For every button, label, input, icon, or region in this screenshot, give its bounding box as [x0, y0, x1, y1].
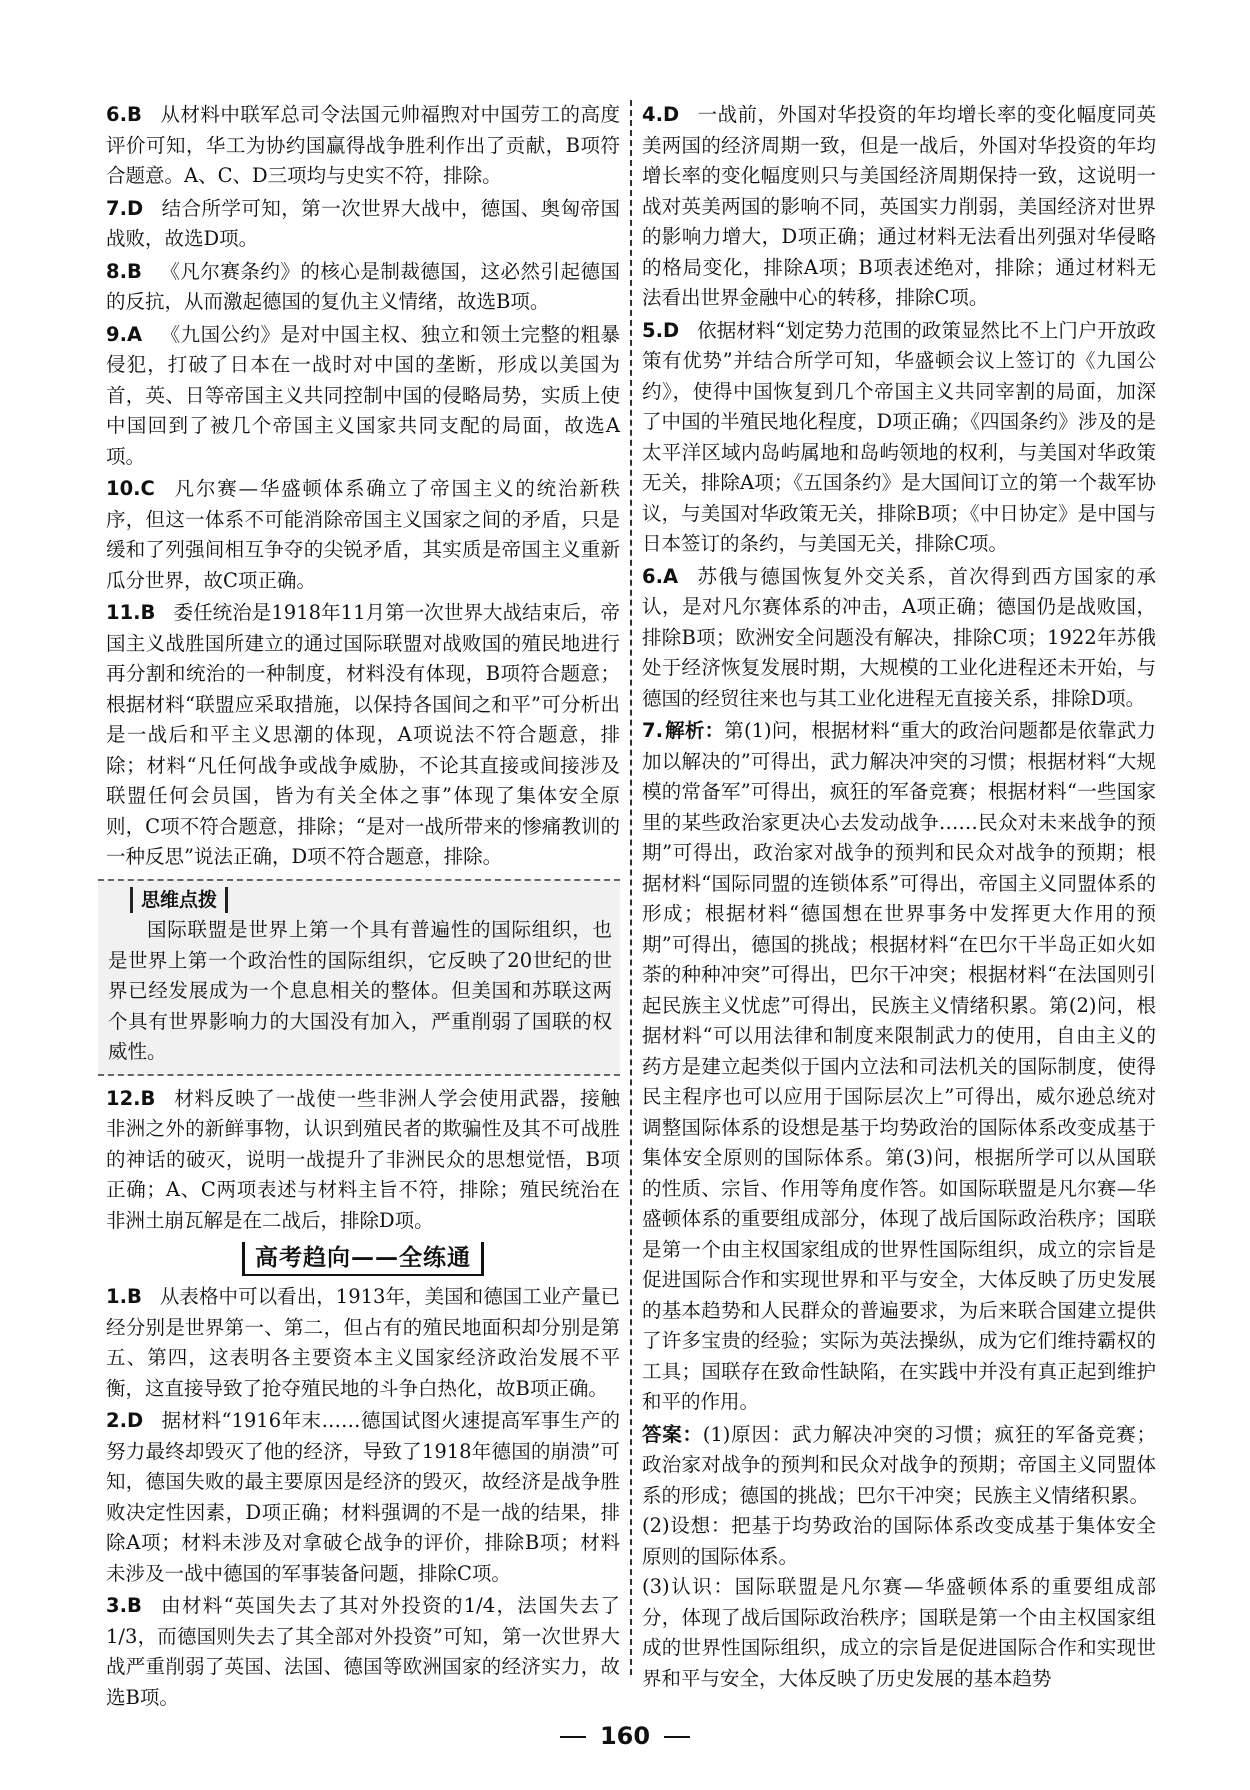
- item-text: 凡尔赛—华盛顿体系确立了帝国主义的统治新秩序，但这一体系不可能消除帝国主义国家之间的矛盾，只是缓和了列强间相互争夺的尖锐矛盾，其实质是帝国主义重新瓜分世界，故C项正确。: [106, 477, 620, 592]
- exam-item-2: [106, 1406, 620, 1589]
- column-divider: [630, 100, 632, 1675]
- item-text: 从表格中可以看出，1913年，美国和德国工业产量已经分别是世界第一、第二，但占有的殖民地面积却分别是第五、第四，这表明各主要资本主义国家经济政治发展不平衡，这直接导致了抢夺殖民地的斗争白热化，故B项正确。: [106, 1285, 620, 1400]
- tip-text: 国际联盟是世界上第一个具有普遍性的国际组织，也是世界上第一个政治性的国际组织，它反映了20世纪的世界已经发展成为一个息息相关的整体。但美国和苏联这两个具有世界影响力的大国没有加入，严重削弱了国联的权威性。: [108, 918, 612, 1063]
- item-text: 苏俄与德国恢复外交关系，首次得到西方国家的承认，是对凡尔赛体系的冲击，A项正确；德国仍是战败国，排除B项；欧洲安全问题没有解决，排除C项；1922年苏俄处于经济恢复发展时期，大规模的工业化进程还未开始，与德国的经贸往来也与其工业化进程无直接关系，排除D项。: [642, 564, 1156, 710]
- item-number: 1.B: [106, 1285, 142, 1308]
- answer-item-12: [106, 1084, 620, 1237]
- item-number: 11.B: [106, 601, 156, 624]
- answer-part-1: (1)原因：武力解决冲突的习惯；疯狂的军备竞赛；政治家对战争的预判和民众对战争的预期；帝国主义同盟体系的形成；德国的挑战；巴尔干冲突；民族主义情绪积累。: [642, 1422, 1156, 1507]
- page-number: [0, 1722, 1250, 1750]
- item-text: 《凡尔赛条约》的核心是制裁德国，这必然引起德国的反抗，从而激起德国的复仇主义情绪，故选B项。: [106, 259, 620, 313]
- answer-block-2: (2)设想：把基于均势政治的国际体系改变成基于集体安全原则的国际体系。: [642, 1514, 1156, 1568]
- item-text: 据材料“1916年末……德国试图火速提高军事生产的努力最终却毁灭了他的经济，导致了1918年德国的崩溃”可知，德国失败的最主要原因是经济的毁灭，故经济是战争胜败决定性因素，D项正确；材料强调的不是一战的结果，排除A项；材料未涉及对拿破仑战争的评价，排除B项；材料未涉及一战中德国的军事装备问题，排除C项。: [106, 1409, 620, 1585]
- item-number: 12.B: [106, 1086, 156, 1110]
- item-number: 8.B: [106, 259, 142, 283]
- thinking-tip-box: [98, 879, 620, 1076]
- item-text: 由材料“英国失去了其对外投资的1/4，法国失去了1/3，而德国则失去了其全部对外投资”可知，第一次世界大战严重削弱了英国、法国、德国等欧洲国家的经济实力，故选B项。: [106, 1594, 620, 1709]
- item-text: 材料反映了一战使一些非洲人学会使用武器，接触非洲之外的新鲜事物，认识到殖民者的欺骗性及其不可战胜的神话的破灭，说明一战提升了非洲民众的思想觉悟，B项正确；A、C两项表述与材料主旨不符，排除；殖民统治在非洲土崩瓦解是在二战后，排除D项。: [106, 1086, 620, 1232]
- exam-item-1: [106, 1282, 620, 1404]
- item-number: 7.: [642, 719, 663, 742]
- right-column: [642, 100, 1156, 1690]
- exam-item-3: [106, 1591, 620, 1713]
- item-number: 5.D: [642, 318, 680, 342]
- answer-item-8: [106, 257, 620, 318]
- item-text: 委任统治是1918年11月第一次世界大战结束后，帝国主义战胜国所建立的通过国际联盟对战败国的殖民地进行再分割和统治的一种制度，材料没有体现，B项符合题意；根据材料“联盟应采取措施，以保持各国间之和平”可分析出是一战后和平主义思潮的体现，A项说法不符合题意，排除；材料“凡任何战争或战争威胁，不论其直接或间接涉及联盟任何会员国，皆为有关全体之事”体现了集体安全原则，C项不符合题意，排除；“是对一战所带来的惨痛教训的一种反思”说法正确，D项不符合题意，排除。: [106, 601, 620, 868]
- answer-item-9: [106, 320, 620, 473]
- exam-item-4: [642, 100, 1156, 314]
- tip-title: 思维点拨: [130, 887, 228, 913]
- answer-item-10: [106, 474, 620, 596]
- answer-block-1: [642, 1420, 1156, 1512]
- item-number: 6.A: [642, 564, 679, 588]
- left-column: [106, 100, 620, 1709]
- item-text: 从材料中联军总司令法国元帅福煦对中国劳工的高度评价可知，华工为协约国赢得战争胜利作出了贡献，B项符合题意。A、C、D三项均与史实不符，排除。: [106, 103, 620, 187]
- item-number: 2.D: [106, 1409, 144, 1432]
- page-number-dash-left: [560, 1736, 586, 1738]
- item-number: 7.D: [106, 196, 144, 220]
- item-number: 6.B: [106, 103, 142, 126]
- item-text: 结合所学可知，第一次世界大战中，德国、奥匈帝国战败，故选D项。: [106, 196, 620, 250]
- item-number: 4.D: [642, 103, 680, 126]
- answer-block-3: (3)认识：国际联盟是凡尔赛—华盛顿体系的重要组成部分，体现了战后国际政治秩序；国联是第一个由主权国家组成的世界性国际组织，成立的宗旨是促进国际合作和实现世界和平与安全，大体反映了历史发展的基本趋势: [642, 1575, 1156, 1690]
- section-heading: [106, 1242, 620, 1276]
- item-number: 3.B: [106, 1594, 142, 1617]
- item-text: 依据材料“划定势力范围的政策显然比不上门户开放政策有优势”并结合所学可知，华盛顿会议上签订的《九国公约》，使得中国恢复到几个帝国主义共同宰割的局面，加深了中国的半殖民地化程度，D项正确；《四国条约》涉及的是太平洋区域内岛屿属地和岛屿领地的权利，与美国对华政策无关，排除A项；《五国条约》是大国间订立的第一个裁军协议，与美国对华政策无关，排除B项；《中日协定》是中国与日本签订的条约，与美国无关，排除C项。: [642, 318, 1156, 555]
- exam-item-7-analysis: [642, 716, 1156, 1418]
- item-text: 一战前，外国对华投资的年均增长率的变化幅度同英美两国的经济周期一致，但是一战后，外国对华投资的年均增长率的变化幅度则只与美国经济周期保持一致，这说明一战对英美两国的影响不同，英国实力削弱，美国经济对世界的影响力增大，D项正确；通过材料无法看出列强对华侵略的格局变化，排除A项；B项表述绝对，排除；通过材料无法看出世界金融中心的转移，排除C项。: [642, 103, 1156, 309]
- answer-item-6: [106, 100, 620, 192]
- item-number: 9.A: [106, 322, 143, 346]
- answer-item-7: [106, 194, 620, 255]
- exam-item-5: [642, 316, 1156, 560]
- answer-item-11: [106, 598, 620, 873]
- item-text: 《九国公约》是对中国主权、独立和领土完整的粗暴侵犯，打破了日本在一战时对中国的垄断，形成以美国为首，英、日等帝国主义共同控制中国的侵略局势，实质上使中国回到了被几个帝国主义国家共同支配的局面，故选A项。: [106, 322, 620, 468]
- item-number: 10.C: [106, 477, 155, 500]
- analysis-label: 解析：: [664, 719, 725, 742]
- analysis-text: 第(1)问，根据材料“重大的政治问题都是依靠武力加以解决的”可得出，武力解决冲突的习惯；根据材料“大规模的常备军”可得出，疯狂的军备竞赛；根据材料“一些国家里的某些政治家更决心去发动战争……民众对未来战争的预期”可得出，政治家对战争的预判和民众对战争的预期；根据材料“国际同盟的连锁体系”可得出，帝国主义同盟体系的形成；根据材料“德国想在世界事务中发挥更大作用的预期”可得出，德国的挑战；根据材料“在巴尔干半岛正如火如荼的种种冲突”可得出，巴尔干冲突；根据材料“在法国则引起民族主义忧虑”可得出，民族主义情绪积累。第(2)问，根据材料“可以用法律和制度来限制武力的使用，自由主义的药方是建立起类似于国内立法和司法机关的国际制度，使得民主程序也可以应用于国际层次上”可得出，威尔逊总统对调整国际体系的设想是基于均势政治的国际体系改变成基于集体安全原则的国际体系。第(3)问，根据所学可以从国联的性质、宗旨、作用等角度作答。如国际联盟是凡尔赛—华盛顿体系的重要组成部分，体现了战后国际政治秩序；国联是第一个由主权国家组成的世界性国际组织，成立的宗旨是促进国际合作和实现世界和平与安全，大体反映了历史发展的基本趋势和人民群众的普遍要求，为后来联合国建立提供了许多宝贵的经验；实际为英法操纵，成为它们维持霸权的工具；国联存在致命性缺陷，在实践中并没有真正起到维护和平的作用。: [642, 719, 1156, 1413]
- page-number-dash-right: [664, 1736, 690, 1738]
- exam-item-6: [642, 562, 1156, 715]
- section-title: 高考趋向——全练通: [242, 1242, 484, 1276]
- answer-label: 答案：: [642, 1422, 703, 1446]
- page-number-text: 160: [599, 1722, 651, 1750]
